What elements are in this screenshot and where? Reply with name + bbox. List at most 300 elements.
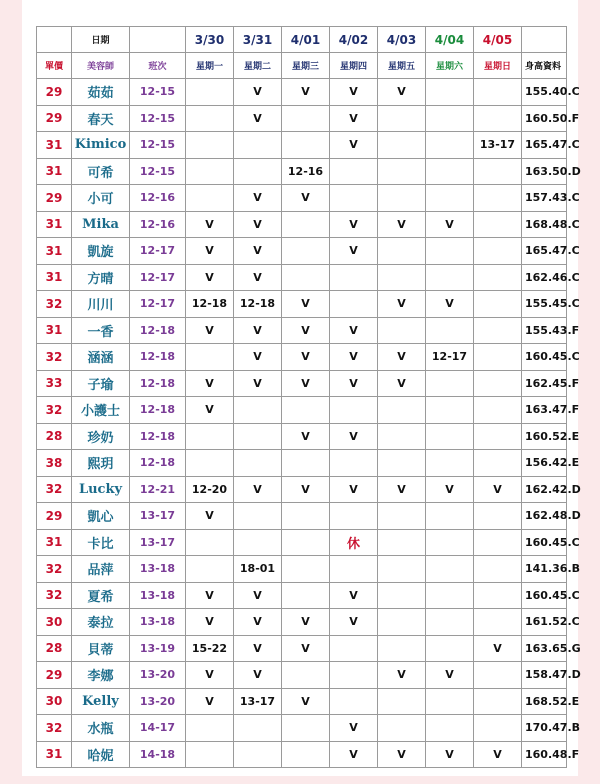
body-data-cell: 161.52.C: [522, 609, 567, 636]
day-cell: V: [186, 397, 234, 424]
header-stylist: 美容師: [72, 53, 130, 79]
stylist-name: 可希: [72, 158, 130, 185]
shift-cell: 12-18: [130, 397, 186, 424]
header-weekday: 星期六: [426, 53, 474, 79]
day-cell: [330, 635, 378, 662]
price-cell: 33: [37, 370, 72, 397]
day-cell: V: [282, 476, 330, 503]
stylist-name: 茹茹: [72, 79, 130, 106]
day-cell: [282, 450, 330, 477]
day-cell: V: [282, 291, 330, 318]
header-date-row: [37, 27, 567, 53]
day-cell: V: [282, 370, 330, 397]
price-cell: 29: [37, 79, 72, 106]
day-cell: [426, 158, 474, 185]
day-cell: V: [330, 741, 378, 768]
table-row: [37, 370, 567, 397]
stylist-name: 凱旋: [72, 238, 130, 265]
shift-cell: 13-20: [130, 662, 186, 689]
shift-cell: 14-17: [130, 715, 186, 742]
body-data-cell: 160.45.C: [522, 582, 567, 609]
day-cell: [426, 264, 474, 291]
day-cell: V: [474, 741, 522, 768]
day-cell: [426, 503, 474, 530]
header-price: 單價: [37, 53, 72, 79]
day-cell: [282, 556, 330, 583]
header-shift: 班次: [130, 53, 186, 79]
day-cell: [426, 450, 474, 477]
shift-cell: 12-18: [130, 317, 186, 344]
body-data-cell: 160.45.C: [522, 529, 567, 556]
body-data-cell: 156.42.E: [522, 450, 567, 477]
day-cell: V: [330, 370, 378, 397]
day-cell: V: [330, 476, 378, 503]
day-cell: V: [234, 79, 282, 106]
day-cell: 休: [330, 529, 378, 556]
price-cell: 29: [37, 105, 72, 132]
day-cell: [474, 662, 522, 689]
stylist-name: 泰拉: [72, 609, 130, 636]
day-cell: [378, 450, 426, 477]
day-cell: [426, 397, 474, 424]
day-cell: V: [186, 264, 234, 291]
header-empty: [522, 27, 567, 53]
schedule-table: [36, 26, 581, 768]
day-cell: [282, 529, 330, 556]
day-cell: [474, 688, 522, 715]
table-row: [37, 529, 567, 556]
day-cell: V: [330, 211, 378, 238]
table-row: [37, 291, 567, 318]
day-cell: V: [282, 79, 330, 106]
header-date: 3/30: [186, 27, 234, 53]
day-cell: [474, 185, 522, 212]
day-cell: [234, 397, 282, 424]
day-cell: V: [234, 582, 282, 609]
day-cell: [330, 450, 378, 477]
day-cell: [426, 635, 474, 662]
table-row: [37, 662, 567, 689]
day-cell: [330, 688, 378, 715]
day-cell: 12-18: [186, 291, 234, 318]
day-cell: [474, 158, 522, 185]
price-cell: 28: [37, 423, 72, 450]
shift-cell: 13-18: [130, 582, 186, 609]
header-date: 4/04: [426, 27, 474, 53]
day-cell: V: [234, 476, 282, 503]
day-cell: [474, 344, 522, 371]
day-cell: V: [330, 715, 378, 742]
header-weekday: 星期三: [282, 53, 330, 79]
day-cell: [474, 79, 522, 106]
table-row: [37, 741, 567, 768]
table-row: [37, 423, 567, 450]
body-data-cell: 141.36.B: [522, 556, 567, 583]
day-cell: V: [234, 185, 282, 212]
day-cell: V: [330, 317, 378, 344]
header-date: 4/05: [474, 27, 522, 53]
day-cell: V: [378, 291, 426, 318]
day-cell: [186, 741, 234, 768]
day-cell: [378, 715, 426, 742]
stylist-name: Mika: [72, 211, 130, 238]
day-cell: V: [282, 344, 330, 371]
body-data-cell: 168.48.C: [522, 211, 567, 238]
day-cell: [186, 529, 234, 556]
day-cell: V: [330, 344, 378, 371]
day-cell: V: [282, 185, 330, 212]
day-cell: V: [330, 238, 378, 265]
header-label-row: [37, 53, 567, 79]
shift-cell: 12-17: [130, 291, 186, 318]
table-row: [37, 556, 567, 583]
day-cell: [378, 105, 426, 132]
day-cell: [330, 264, 378, 291]
header-date-label: 日期: [72, 27, 130, 53]
day-cell: [282, 211, 330, 238]
table-row: [37, 715, 567, 742]
table-row: [37, 582, 567, 609]
day-cell: [378, 158, 426, 185]
day-cell: [378, 397, 426, 424]
day-cell: [186, 132, 234, 159]
shift-cell: 13-17: [130, 503, 186, 530]
day-cell: [186, 715, 234, 742]
day-cell: V: [330, 79, 378, 106]
day-cell: V: [426, 741, 474, 768]
day-cell: V: [330, 105, 378, 132]
shift-cell: 12-17: [130, 264, 186, 291]
day-cell: [474, 211, 522, 238]
day-cell: [378, 529, 426, 556]
header-date: 3/31: [234, 27, 282, 53]
price-cell: 29: [37, 662, 72, 689]
day-cell: [426, 132, 474, 159]
schedule-sheet: [22, 0, 581, 776]
day-cell: [330, 556, 378, 583]
shift-cell: 14-18: [130, 741, 186, 768]
stylist-name: 方晴: [72, 264, 130, 291]
day-cell: [378, 264, 426, 291]
day-cell: V: [186, 370, 234, 397]
day-cell: [282, 715, 330, 742]
day-cell: [186, 185, 234, 212]
table-row: [37, 132, 567, 159]
price-cell: 32: [37, 397, 72, 424]
day-cell: V: [186, 503, 234, 530]
day-cell: [378, 503, 426, 530]
stylist-name: 哈妮: [72, 741, 130, 768]
day-cell: [330, 397, 378, 424]
day-cell: [282, 132, 330, 159]
shift-cell: 13-17: [130, 529, 186, 556]
price-cell: 32: [37, 344, 72, 371]
header-weekday: 星期五: [378, 53, 426, 79]
stylist-name: Kimico: [72, 132, 130, 159]
price-cell: 32: [37, 556, 72, 583]
day-cell: [426, 317, 474, 344]
price-cell: 29: [37, 503, 72, 530]
day-cell: [426, 370, 474, 397]
day-cell: [282, 238, 330, 265]
day-cell: [474, 291, 522, 318]
day-cell: [186, 344, 234, 371]
price-cell: 31: [37, 741, 72, 768]
header-weekday: 星期一: [186, 53, 234, 79]
day-cell: V: [234, 609, 282, 636]
shift-cell: 13-19: [130, 635, 186, 662]
day-cell: [474, 238, 522, 265]
day-cell: V: [234, 211, 282, 238]
shift-cell: 12-15: [130, 79, 186, 106]
day-cell: V: [186, 688, 234, 715]
day-cell: [426, 609, 474, 636]
day-cell: [186, 158, 234, 185]
table-row: [37, 185, 567, 212]
price-cell: 30: [37, 609, 72, 636]
day-cell: [234, 741, 282, 768]
stylist-name: 川川: [72, 291, 130, 318]
day-cell: V: [378, 741, 426, 768]
price-cell: 31: [37, 264, 72, 291]
shift-cell: 12-18: [130, 450, 186, 477]
stylist-name: 卡比: [72, 529, 130, 556]
table-row: [37, 79, 567, 106]
day-cell: [378, 238, 426, 265]
body-data-cell: 160.50.F: [522, 105, 567, 132]
day-cell: V: [234, 105, 282, 132]
day-cell: V: [378, 662, 426, 689]
day-cell: [234, 423, 282, 450]
day-cell: [234, 132, 282, 159]
day-cell: V: [282, 317, 330, 344]
day-cell: V: [186, 662, 234, 689]
day-cell: V: [330, 132, 378, 159]
day-cell: [474, 715, 522, 742]
body-data-cell: 162.46.C: [522, 264, 567, 291]
day-cell: [282, 741, 330, 768]
table-row: [37, 211, 567, 238]
day-cell: V: [378, 344, 426, 371]
price-cell: 31: [37, 317, 72, 344]
day-cell: [378, 423, 426, 450]
day-cell: V: [234, 238, 282, 265]
day-cell: V: [330, 582, 378, 609]
price-cell: 31: [37, 238, 72, 265]
day-cell: [378, 582, 426, 609]
stylist-name: 熙玥: [72, 450, 130, 477]
day-cell: [426, 105, 474, 132]
body-data-cell: 155.45.C: [522, 291, 567, 318]
price-cell: 38: [37, 450, 72, 477]
stylist-name: 春天: [72, 105, 130, 132]
stylist-name: 小護士: [72, 397, 130, 424]
shift-cell: 12-16: [130, 185, 186, 212]
day-cell: [378, 688, 426, 715]
day-cell: [426, 556, 474, 583]
day-cell: 18-01: [234, 556, 282, 583]
stylist-name: 夏希: [72, 582, 130, 609]
shift-cell: 13-18: [130, 609, 186, 636]
day-cell: [426, 185, 474, 212]
shift-cell: 13-20: [130, 688, 186, 715]
body-data-cell: 163.50.D: [522, 158, 567, 185]
table-row: [37, 397, 567, 424]
day-cell: [234, 529, 282, 556]
body-data-cell: 168.52.E: [522, 688, 567, 715]
day-cell: [474, 423, 522, 450]
day-cell: [330, 503, 378, 530]
day-cell: [282, 582, 330, 609]
day-cell: 12-18: [234, 291, 282, 318]
day-cell: [282, 105, 330, 132]
day-cell: [186, 105, 234, 132]
day-cell: [282, 264, 330, 291]
header-weekday: 星期日: [474, 53, 522, 79]
day-cell: V: [378, 476, 426, 503]
shift-cell: 12-17: [130, 238, 186, 265]
body-data-cell: 163.65.G: [522, 635, 567, 662]
header-body: 身高資料: [522, 53, 567, 79]
day-cell: [234, 450, 282, 477]
day-cell: [474, 105, 522, 132]
day-cell: V: [234, 635, 282, 662]
day-cell: V: [186, 238, 234, 265]
day-cell: [426, 688, 474, 715]
price-cell: 31: [37, 529, 72, 556]
day-cell: 12-17: [426, 344, 474, 371]
price-cell: 32: [37, 291, 72, 318]
table-row: [37, 476, 567, 503]
price-cell: 32: [37, 715, 72, 742]
body-data-cell: 162.42.D: [522, 476, 567, 503]
price-cell: 32: [37, 476, 72, 503]
header-weekday: 星期二: [234, 53, 282, 79]
day-cell: V: [426, 476, 474, 503]
table-row: [37, 635, 567, 662]
price-cell: 28: [37, 635, 72, 662]
day-cell: [378, 556, 426, 583]
day-cell: [426, 238, 474, 265]
body-data-cell: 160.52.E: [522, 423, 567, 450]
day-cell: V: [378, 211, 426, 238]
shift-cell: 12-15: [130, 105, 186, 132]
stylist-name: Kelly: [72, 688, 130, 715]
day-cell: V: [378, 79, 426, 106]
body-data-cell: 170.47.B: [522, 715, 567, 742]
day-cell: [378, 609, 426, 636]
body-data-cell: 165.47.C: [522, 238, 567, 265]
day-cell: [378, 635, 426, 662]
day-cell: V: [474, 635, 522, 662]
day-cell: [186, 450, 234, 477]
day-cell: V: [330, 609, 378, 636]
table-row: [37, 264, 567, 291]
price-cell: 30: [37, 688, 72, 715]
body-data-cell: 160.48.F: [522, 741, 567, 768]
stylist-name: 貝蒂: [72, 635, 130, 662]
day-cell: V: [234, 264, 282, 291]
day-cell: [330, 158, 378, 185]
day-cell: [186, 79, 234, 106]
stylist-name: Lucky: [72, 476, 130, 503]
day-cell: [474, 264, 522, 291]
header-empty: [37, 27, 72, 53]
day-cell: V: [330, 423, 378, 450]
header-date: 4/02: [330, 27, 378, 53]
shift-cell: 12-18: [130, 423, 186, 450]
price-cell: 31: [37, 211, 72, 238]
day-cell: V: [474, 476, 522, 503]
day-cell: 13-17: [474, 132, 522, 159]
day-cell: [474, 370, 522, 397]
day-cell: V: [186, 211, 234, 238]
day-cell: V: [426, 211, 474, 238]
stylist-name: 小可: [72, 185, 130, 212]
table-row: [37, 450, 567, 477]
day-cell: [474, 397, 522, 424]
day-cell: [234, 158, 282, 185]
day-cell: V: [234, 370, 282, 397]
day-cell: [426, 715, 474, 742]
header-date: 4/01: [282, 27, 330, 53]
price-cell: 31: [37, 132, 72, 159]
day-cell: V: [426, 291, 474, 318]
body-data-cell: 163.47.F: [522, 397, 567, 424]
table-row: [37, 158, 567, 185]
price-cell: 29: [37, 185, 72, 212]
day-cell: [282, 503, 330, 530]
stylist-name: 涵涵: [72, 344, 130, 371]
table-row: [37, 609, 567, 636]
stylist-name: 水瓶: [72, 715, 130, 742]
day-cell: [378, 317, 426, 344]
day-cell: V: [282, 423, 330, 450]
day-cell: [474, 529, 522, 556]
body-data-cell: 155.43.F: [522, 317, 567, 344]
day-cell: V: [282, 688, 330, 715]
day-cell: V: [186, 317, 234, 344]
day-cell: [474, 582, 522, 609]
day-cell: [474, 609, 522, 636]
day-cell: [426, 582, 474, 609]
day-cell: 15-22: [186, 635, 234, 662]
table-row: [37, 344, 567, 371]
day-cell: [186, 423, 234, 450]
day-cell: [474, 450, 522, 477]
header-date: 4/03: [378, 27, 426, 53]
day-cell: [426, 79, 474, 106]
stylist-name: 凱心: [72, 503, 130, 530]
shift-cell: 12-18: [130, 344, 186, 371]
day-cell: 12-16: [282, 158, 330, 185]
table-row: [37, 238, 567, 265]
body-data-cell: 157.43.C: [522, 185, 567, 212]
stylist-name: 子瑜: [72, 370, 130, 397]
header-empty: [130, 27, 186, 53]
shift-cell: 12-21: [130, 476, 186, 503]
day-cell: V: [378, 370, 426, 397]
day-cell: V: [282, 635, 330, 662]
stylist-name: 李娜: [72, 662, 130, 689]
body-data-cell: 162.48.D: [522, 503, 567, 530]
day-cell: [378, 185, 426, 212]
price-cell: 31: [37, 158, 72, 185]
body-data-cell: 158.47.D: [522, 662, 567, 689]
day-cell: [474, 317, 522, 344]
stylist-name: 品萍: [72, 556, 130, 583]
header-weekday: 星期四: [330, 53, 378, 79]
